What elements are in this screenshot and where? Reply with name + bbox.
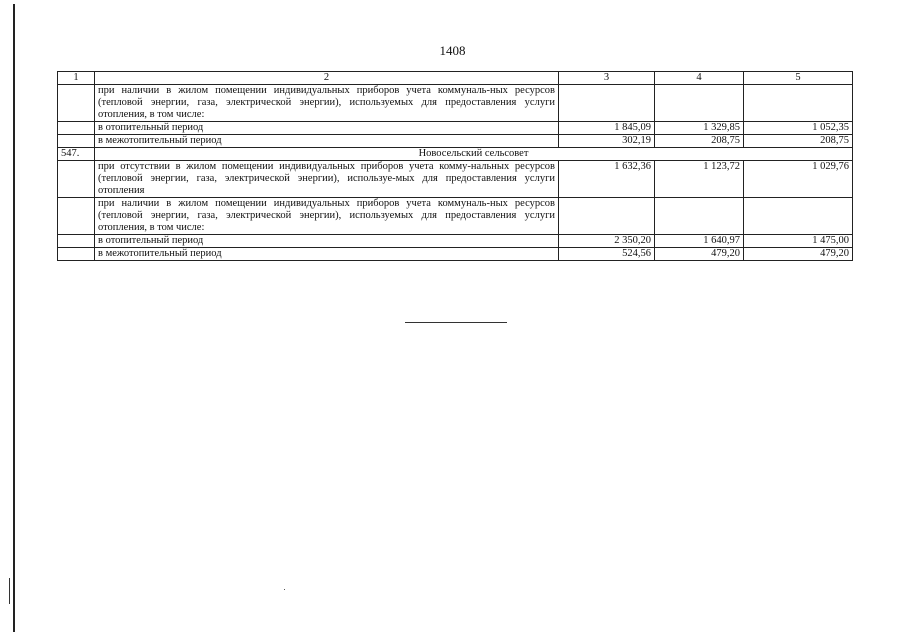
table-row <box>58 235 853 248</box>
column-header: 3 <box>559 72 655 85</box>
value-col5 <box>744 85 853 122</box>
value-col3: 524,56 <box>559 248 655 261</box>
row-description: в межотопительный период <box>95 135 559 148</box>
row-description: в отопительный период <box>95 235 559 248</box>
row-description: при наличии в жилом помещении индивидуальных приборов учета коммуналь-ных ресурсов (тепловой энергии, газа, электрической энергии), используемых для предоставления услуги отопления, в том числе: <box>95 198 559 235</box>
table-header-row <box>58 72 853 85</box>
left-margin-mark <box>9 578 10 604</box>
end-separator-line <box>405 322 507 323</box>
value-col5: 1 052,35 <box>744 122 853 135</box>
value-col4: 1 329,85 <box>655 122 744 135</box>
table-row <box>58 85 853 122</box>
row-description: в межотопительный период <box>95 248 559 261</box>
value-col4: 1 123,72 <box>655 161 744 198</box>
value-col5: 1 029,76 <box>744 161 853 198</box>
row-number <box>58 122 95 135</box>
table-row <box>58 248 853 261</box>
scan-speck <box>284 589 285 590</box>
column-header: 2 <box>95 72 559 85</box>
value-col3: 302,19 <box>559 135 655 148</box>
value-col3: 1 845,09 <box>559 122 655 135</box>
value-col4 <box>655 85 744 122</box>
value-col5: 479,20 <box>744 248 853 261</box>
row-description: при отсутствии в жилом помещении индивидуальных приборов учета комму-нальных ресурсов (тепловой энергии, газа, электрической энергии), используе-мых для предоставления услуги отопления <box>95 161 559 198</box>
value-col4 <box>655 198 744 235</box>
row-number <box>58 85 95 122</box>
row-number <box>58 198 95 235</box>
section-title: Новосельский сельсовет <box>95 148 853 161</box>
value-col3 <box>559 198 655 235</box>
column-header: 4 <box>655 72 744 85</box>
column-header: 5 <box>744 72 853 85</box>
row-number: 547. <box>58 148 95 161</box>
table-row <box>58 135 853 148</box>
value-col5: 1 475,00 <box>744 235 853 248</box>
value-col4: 479,20 <box>655 248 744 261</box>
value-col5 <box>744 198 853 235</box>
table-row <box>58 198 853 235</box>
value-col5: 208,75 <box>744 135 853 148</box>
tariff-table <box>57 71 853 261</box>
left-margin-rule <box>13 4 15 632</box>
page-number: 1408 <box>439 43 466 58</box>
table-row <box>58 161 853 198</box>
row-number <box>58 135 95 148</box>
value-col3: 1 632,36 <box>559 161 655 198</box>
value-col3 <box>559 85 655 122</box>
section-row <box>58 148 853 161</box>
column-header: 1 <box>58 72 95 85</box>
row-number <box>58 235 95 248</box>
row-description: при наличии в жилом помещении индивидуальных приборов учета коммуналь-ных ресурсов (тепловой энергии, газа, электрической энергии), используемых для предоставления услуги отопления, в том числе: <box>95 85 559 122</box>
row-description: в отопительный период <box>95 122 559 135</box>
value-col4: 1 640,97 <box>655 235 744 248</box>
value-col3: 2 350,20 <box>559 235 655 248</box>
row-number <box>58 248 95 261</box>
value-col4: 208,75 <box>655 135 744 148</box>
table-row <box>58 122 853 135</box>
row-number <box>58 161 95 198</box>
